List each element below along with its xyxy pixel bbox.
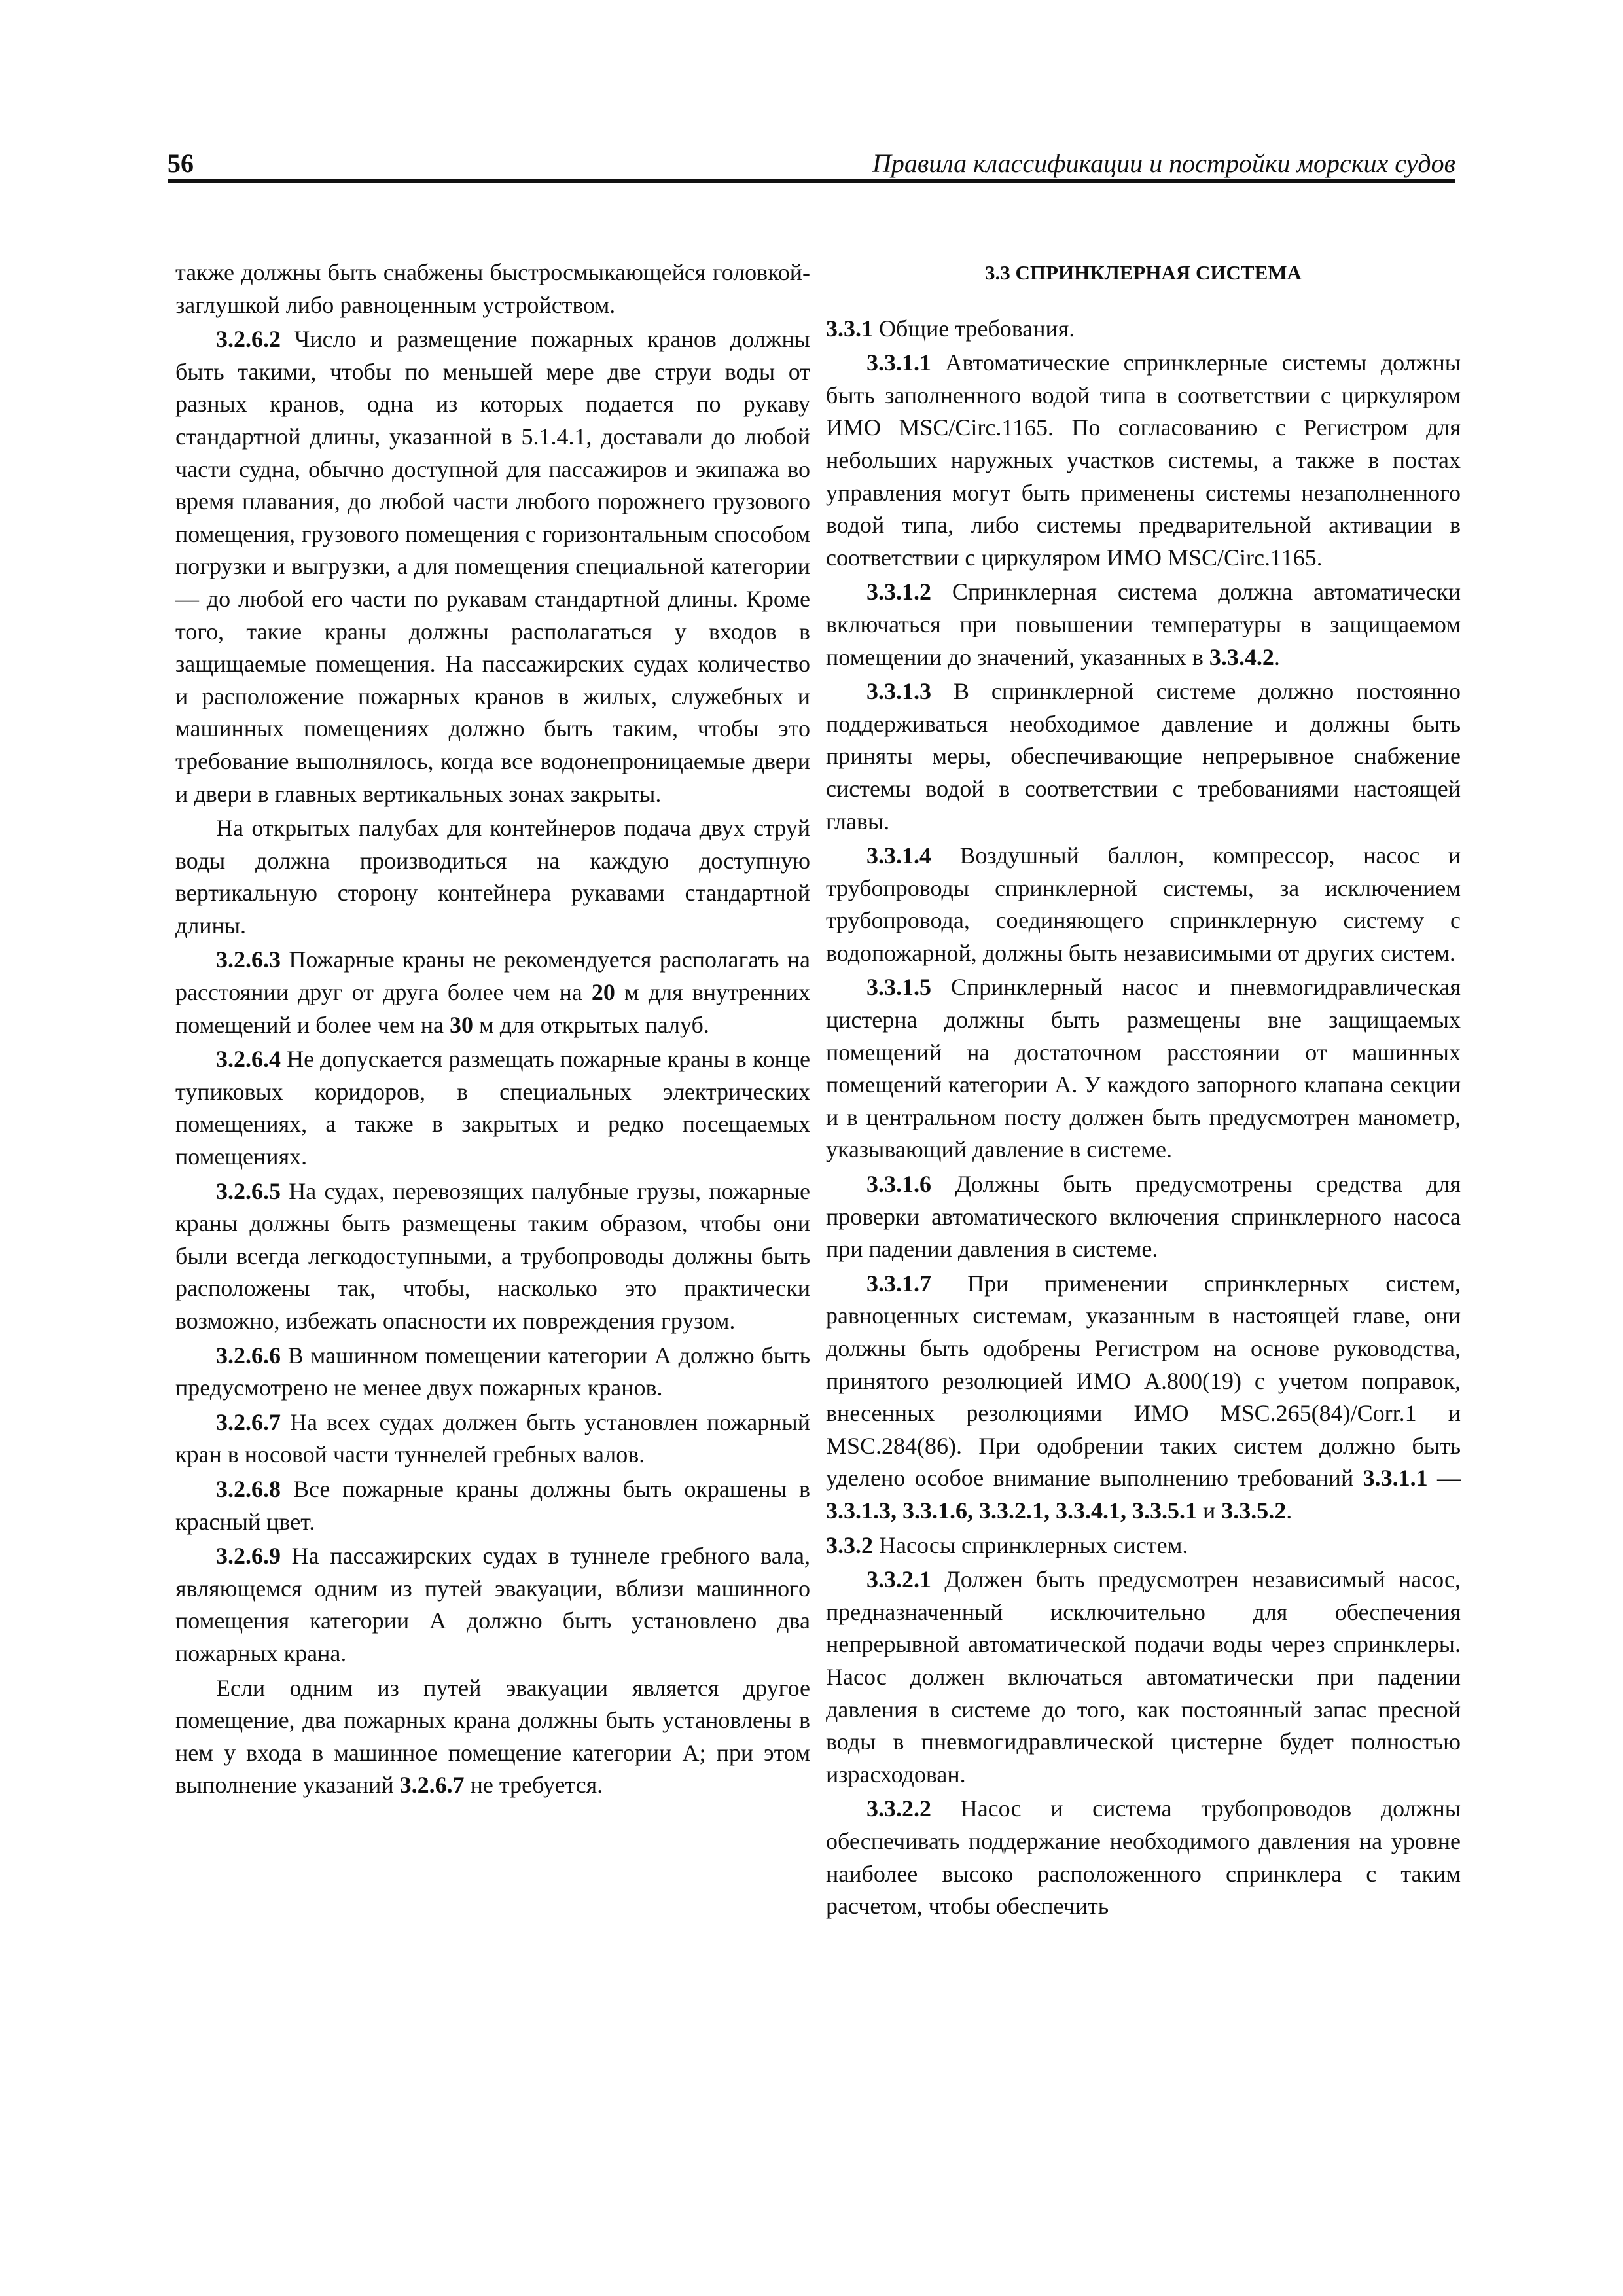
subsection-heading-3-3-2: 3.3.2 Насосы спринклерных систем. [826,1532,1188,1558]
section-title: 3.3 СПРИНКЛЕРНАЯ СИСТЕМА [985,261,1302,284]
paragraph-3-2-6-8: 3.2.6.8 Все пожарные краны должны быть окрашены в красный цвет. [175,1475,810,1535]
clause-number: 3.2.6.8 [216,1475,281,1502]
clause-number: 3.2.6.5 [216,1177,281,1204]
page-number: 56 [168,149,194,178]
paragraph-3-3-1-3: 3.3.1.3 В спринклерной системе должно постоянно поддерживаться необходимое давление и должны быть приняты меры, обеспечивающие непрерывное снабжение системы водой в соответствии с требованиями настоящей главы. [826,678,1461,834]
paragraph-3-3-1-4: 3.3.1.4 Воздушный баллон, компрессор, насос и трубопроводы спринклерной системы, за исключением трубопровода, соединяющего спринклерную систему с водопожарной, должны быть независимыми от других систем. [826,842,1461,966]
left-column [175,257,810,1804]
paragraph-3-3-1-1: 3.3.1.1 Автоматические спринклерные системы должны быть заполненного водой типа в соответствии с циркуляром ИМО MSC/Circ.1165. По согласованию с Регистром для небольших наружных участков системы, а также в постах управления могут быть применены системы незаполненного водой типа, либо системы предварительной активации в соответствии с циркуляром ИМО MSC/Circ.1165. [826,350,1461,571]
clause-number: 3.2.6.7 [216,1408,281,1435]
paragraph: На открытых палубах для контейнеров подача двух струй воды должна производиться на каждую доступную вертикальную сторону контейнера рукавами стандартной длины. [175,815,810,939]
paragraph: также должны быть снабжены быстросмыкающейся головкой-заглушкой либо равноценным устройством. [175,259,810,318]
clause-number: 3.3.2.1 [866,1566,931,1593]
paragraph-3-3-1-2: 3.3.1.2 Спринклерная система должна автоматически включаться при повышении температуры в защищаемом помещении до значений, указанных в 3.3.4.2. [826,579,1461,670]
running-head: Правила классификации и постройки морских судов [872,149,1455,178]
clause-number: 3.3.2.2 [866,1795,931,1822]
paragraph-3-3-2-2: 3.3.2.2 Насос и система трубопроводов должны обеспечивать поддержание необходимого давления на уровне наиболее высоко расположенного спринклера с таким расчетом, чтобы обеспечить [826,1795,1461,1920]
paragraph-3-2-6-3: 3.2.6.3 Пожарные краны не рекомендуется располагать на расстоянии друг от друга более чем на 20 м для внутренних помещений и более чем на 30 м для открытых палуб. [175,946,810,1038]
clause-number: 3.3.1.5 [866,974,931,1001]
clause-number: 3.2.6.2 [216,326,281,353]
clause-number: 3.2.6.4 [216,1046,281,1073]
paragraph-3-2-6-7: 3.2.6.7 На всех судах должен быть установлен пожарный кран в носовой части туннелей гребных валов. [175,1408,810,1468]
clause-number: 3.3.1.2 [866,579,931,605]
paragraph-3-2-6-4: 3.2.6.4 Не допускается размещать пожарные краны в конце тупиковых коридоров, в специальных электрических помещениях, а также в закрытых и редко посещаемых помещениях. [175,1046,810,1170]
clause-number: 3.3.1.1 [866,350,931,376]
paragraph-3-2-6-9: 3.2.6.9 На пассажирских судах в туннеле гребного вала, являющемся одним из путей эвакуации, вблизи машинного помещения категории А должно быть установлено два пожарных крана. [175,1543,810,1666]
clause-number: 3.2.6.3 [216,946,281,973]
paragraph: Если одним из путей эвакуации является другое помещение, два пожарных крана должны быть установлены в нем у входа в машинное помещение категории А; при этом выполнение указаний 3.2.6.7 не требуется. [175,1674,810,1799]
clause-number: 3.3.1.3 [866,678,931,705]
paragraph-3-3-1-5: 3.3.1.5 Спринклерный насос и пневмогидравлическая цистерна должны быть размещены вне защищаемых помещений на достаточном расстоянии от машинных помещений категории А. У каждого запорного клапана секции и в центральном посту должен быть предусмотрен манометр, указывающий давление в системе. [826,974,1461,1163]
paragraph-3-2-6-2: 3.2.6.2 Число и размещение пожарных кранов должны быть такими, чтобы по меньшей мере две струи воды от разных кранов, одна из которых подается по рукаву стандартной длины, указанной в 5.1.4.1, доставали до любой части судна, обычно доступной для пассажиров и экипажа во время плавания, до любой части любого порожнего грузового помещения, грузового помещения с горизонтальным способом погрузки и выгрузки, а для помещения специальной категории — до любой его части по рукавам стандартной длины. Кроме того, такие краны должны располагаться у входов в защищаемые помещения. На пассажирских судах количество и расположение пожарных кранов в жилых, служебных и машинных помещениях должно быть таким, чтобы это требование выполнялось, когда все водонепроницаемые двери и двери в главных вертикальных зонах закрыты. [175,326,810,807]
clause-number: 3.3.1.7 [866,1270,931,1297]
clause-number: 3.3.1.4 [866,842,931,869]
paragraph-3-2-6-5: 3.2.6.5 На судах, перевозящих палубные грузы, пожарные краны должны быть размещены таким образом, чтобы они были всегда легкодоступными, а трубопроводы должны быть расположены так, чтобы, насколько это практически возможно, избежать опасности их повреждения грузом. [175,1177,810,1334]
subsection-heading-3-3-1: 3.3.1 Общие требования. [826,315,1075,342]
paragraph-3-3-1-7: 3.3.1.7 При применении спринклерных систем, равноценных системам, указанным в настоящей главе, они должны быть одобрены Регистром на основе руководства, принятого резолюцией ИМО A.800(19) с учетом поправок, внесенных резолюциями ИМО MSC.265(84)/Corr.1 и MSC.284(86). При одобрении таких систем должно быть уделено особое внимание выполнению требований 3.3.1.1 — 3.3.1.3, 3.3.1.6, 3.3.2.1, 3.3.4.1, 3.3.5.1 и 3.3.5.2. [826,1270,1461,1524]
clause-number: 3.2.6.9 [216,1543,281,1570]
clause-number: 3.3.1.6 [866,1171,931,1198]
paragraph-3-2-6-6: 3.2.6.6 В машинном помещении категории А должно быть предусмотрено не менее двух пожарных кранов. [175,1342,810,1401]
clause-number: 3.2.6.6 [216,1342,281,1369]
paragraph-3-3-2-1: 3.3.2.1 Должен быть предусмотрен независимый насос, предназначенный исключительно для обеспечения непрерывной автоматической подачи воды через спринклеры. Насос должен включаться автоматически при падении давления в системе до того, как постоянный запас пресной воды в пневмогидравлической цистерне будет полностью израсходован. [826,1566,1461,1787]
right-column [826,257,1461,1925]
paragraph-3-3-1-6: 3.3.1.6 Должны быть предусмотрены средства для проверки автоматического включения спринклерного насоса при падении давления в системе. [826,1171,1461,1263]
header-rule [168,179,1455,183]
